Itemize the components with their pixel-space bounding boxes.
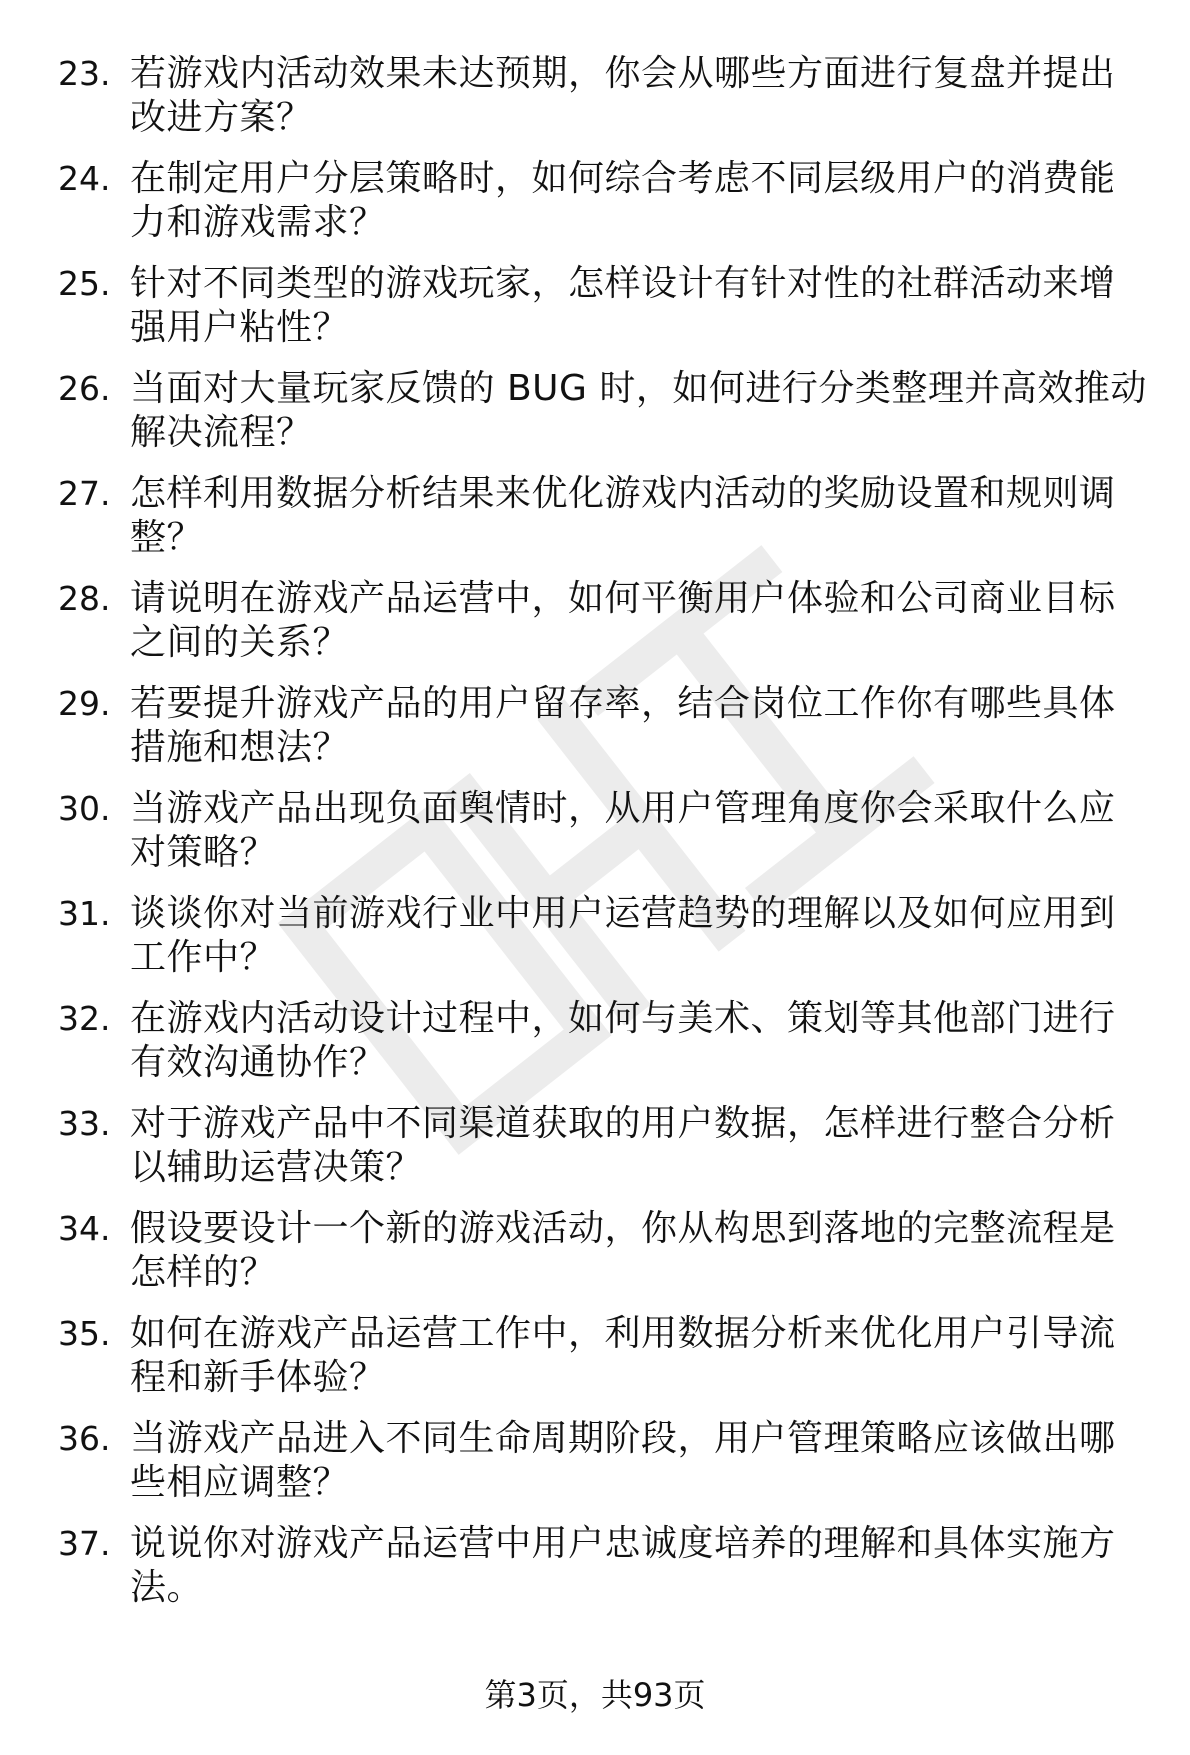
list-item (58, 1312, 1148, 1400)
question-text: 假设要设计一个新的游戏活动，你从构思到落地的完整流程是怎样的？ (130, 1208, 1116, 1293)
question-text: 当游戏产品出现负面舆情时，从用户管理角度你会采取什么应对策略？ (130, 788, 1116, 873)
list-item (58, 52, 1148, 140)
list-item (58, 1417, 1148, 1505)
page-footer: 第3页，共93页 (484, 1676, 706, 1714)
list-item (58, 1207, 1148, 1295)
question-text: 若游戏内活动效果未达预期，你会从哪些方面进行复盘并提出改进方案？ (130, 53, 1116, 138)
question-number: 37. (58, 1524, 111, 1563)
question-text: 说说你对游戏产品运营中用户忠诚度培养的理解和具体实施方法。 (130, 1523, 1116, 1608)
question-text: 当面对大量玩家反馈的 BUG 时，如何进行分类整理并高效推动解决流程？ (130, 368, 1147, 453)
question-number: 35. (58, 1314, 111, 1353)
question-number: 28. (58, 579, 111, 618)
question-list (58, 52, 1148, 1627)
list-item (58, 472, 1148, 560)
list-item (58, 262, 1148, 350)
question-text: 针对不同类型的游戏玩家，怎样设计有针对性的社群活动来增强用户粘性？ (130, 263, 1116, 348)
question-text: 请说明在游戏产品运营中，如何平衡用户体验和公司商业目标之间的关系？ (130, 578, 1116, 663)
question-number: 26. (58, 369, 111, 408)
question-number: 33. (58, 1104, 111, 1143)
question-number: 31. (58, 894, 111, 933)
list-item (58, 367, 1148, 455)
question-text: 对于游戏产品中不同渠道获取的用户数据，怎样进行整合分析以辅助运营决策？ (130, 1103, 1116, 1188)
question-text: 如何在游戏产品运营工作中，利用数据分析来优化用户引导流程和新手体验？ (130, 1313, 1116, 1398)
list-item (58, 787, 1148, 875)
question-number: 30. (58, 789, 111, 828)
question-number: 27. (58, 474, 111, 513)
question-text: 谈谈你对当前游戏行业中用户运营趋势的理解以及如何应用到工作中？ (130, 893, 1116, 978)
question-number: 25. (58, 264, 111, 303)
question-number: 23. (58, 54, 111, 93)
list-item (58, 1102, 1148, 1190)
question-number: 29. (58, 684, 111, 723)
question-text: 若要提升游戏产品的用户留存率，结合岗位工作你有哪些具体措施和想法？ (130, 683, 1116, 768)
list-item (58, 997, 1148, 1085)
question-number: 34. (58, 1209, 111, 1248)
question-text: 当游戏产品进入不同生命周期阶段，用户管理策略应该做出哪些相应调整？ (130, 1418, 1116, 1503)
list-item (58, 1522, 1148, 1610)
question-text: 怎样利用数据分析结果来优化游戏内活动的奖励设置和规则调整？ (130, 473, 1116, 558)
question-text: 在游戏内活动设计过程中，如何与美术、策划等其他部门进行有效沟通协作？ (130, 998, 1116, 1083)
list-item (58, 577, 1148, 665)
question-number: 24. (58, 159, 111, 198)
list-item (58, 682, 1148, 770)
list-item (58, 157, 1148, 245)
question-text: 在制定用户分层策略时，如何综合考虑不同层级用户的消费能力和游戏需求？ (130, 158, 1116, 243)
question-number: 36. (58, 1419, 111, 1458)
question-number: 32. (58, 999, 111, 1038)
list-item (58, 892, 1148, 980)
